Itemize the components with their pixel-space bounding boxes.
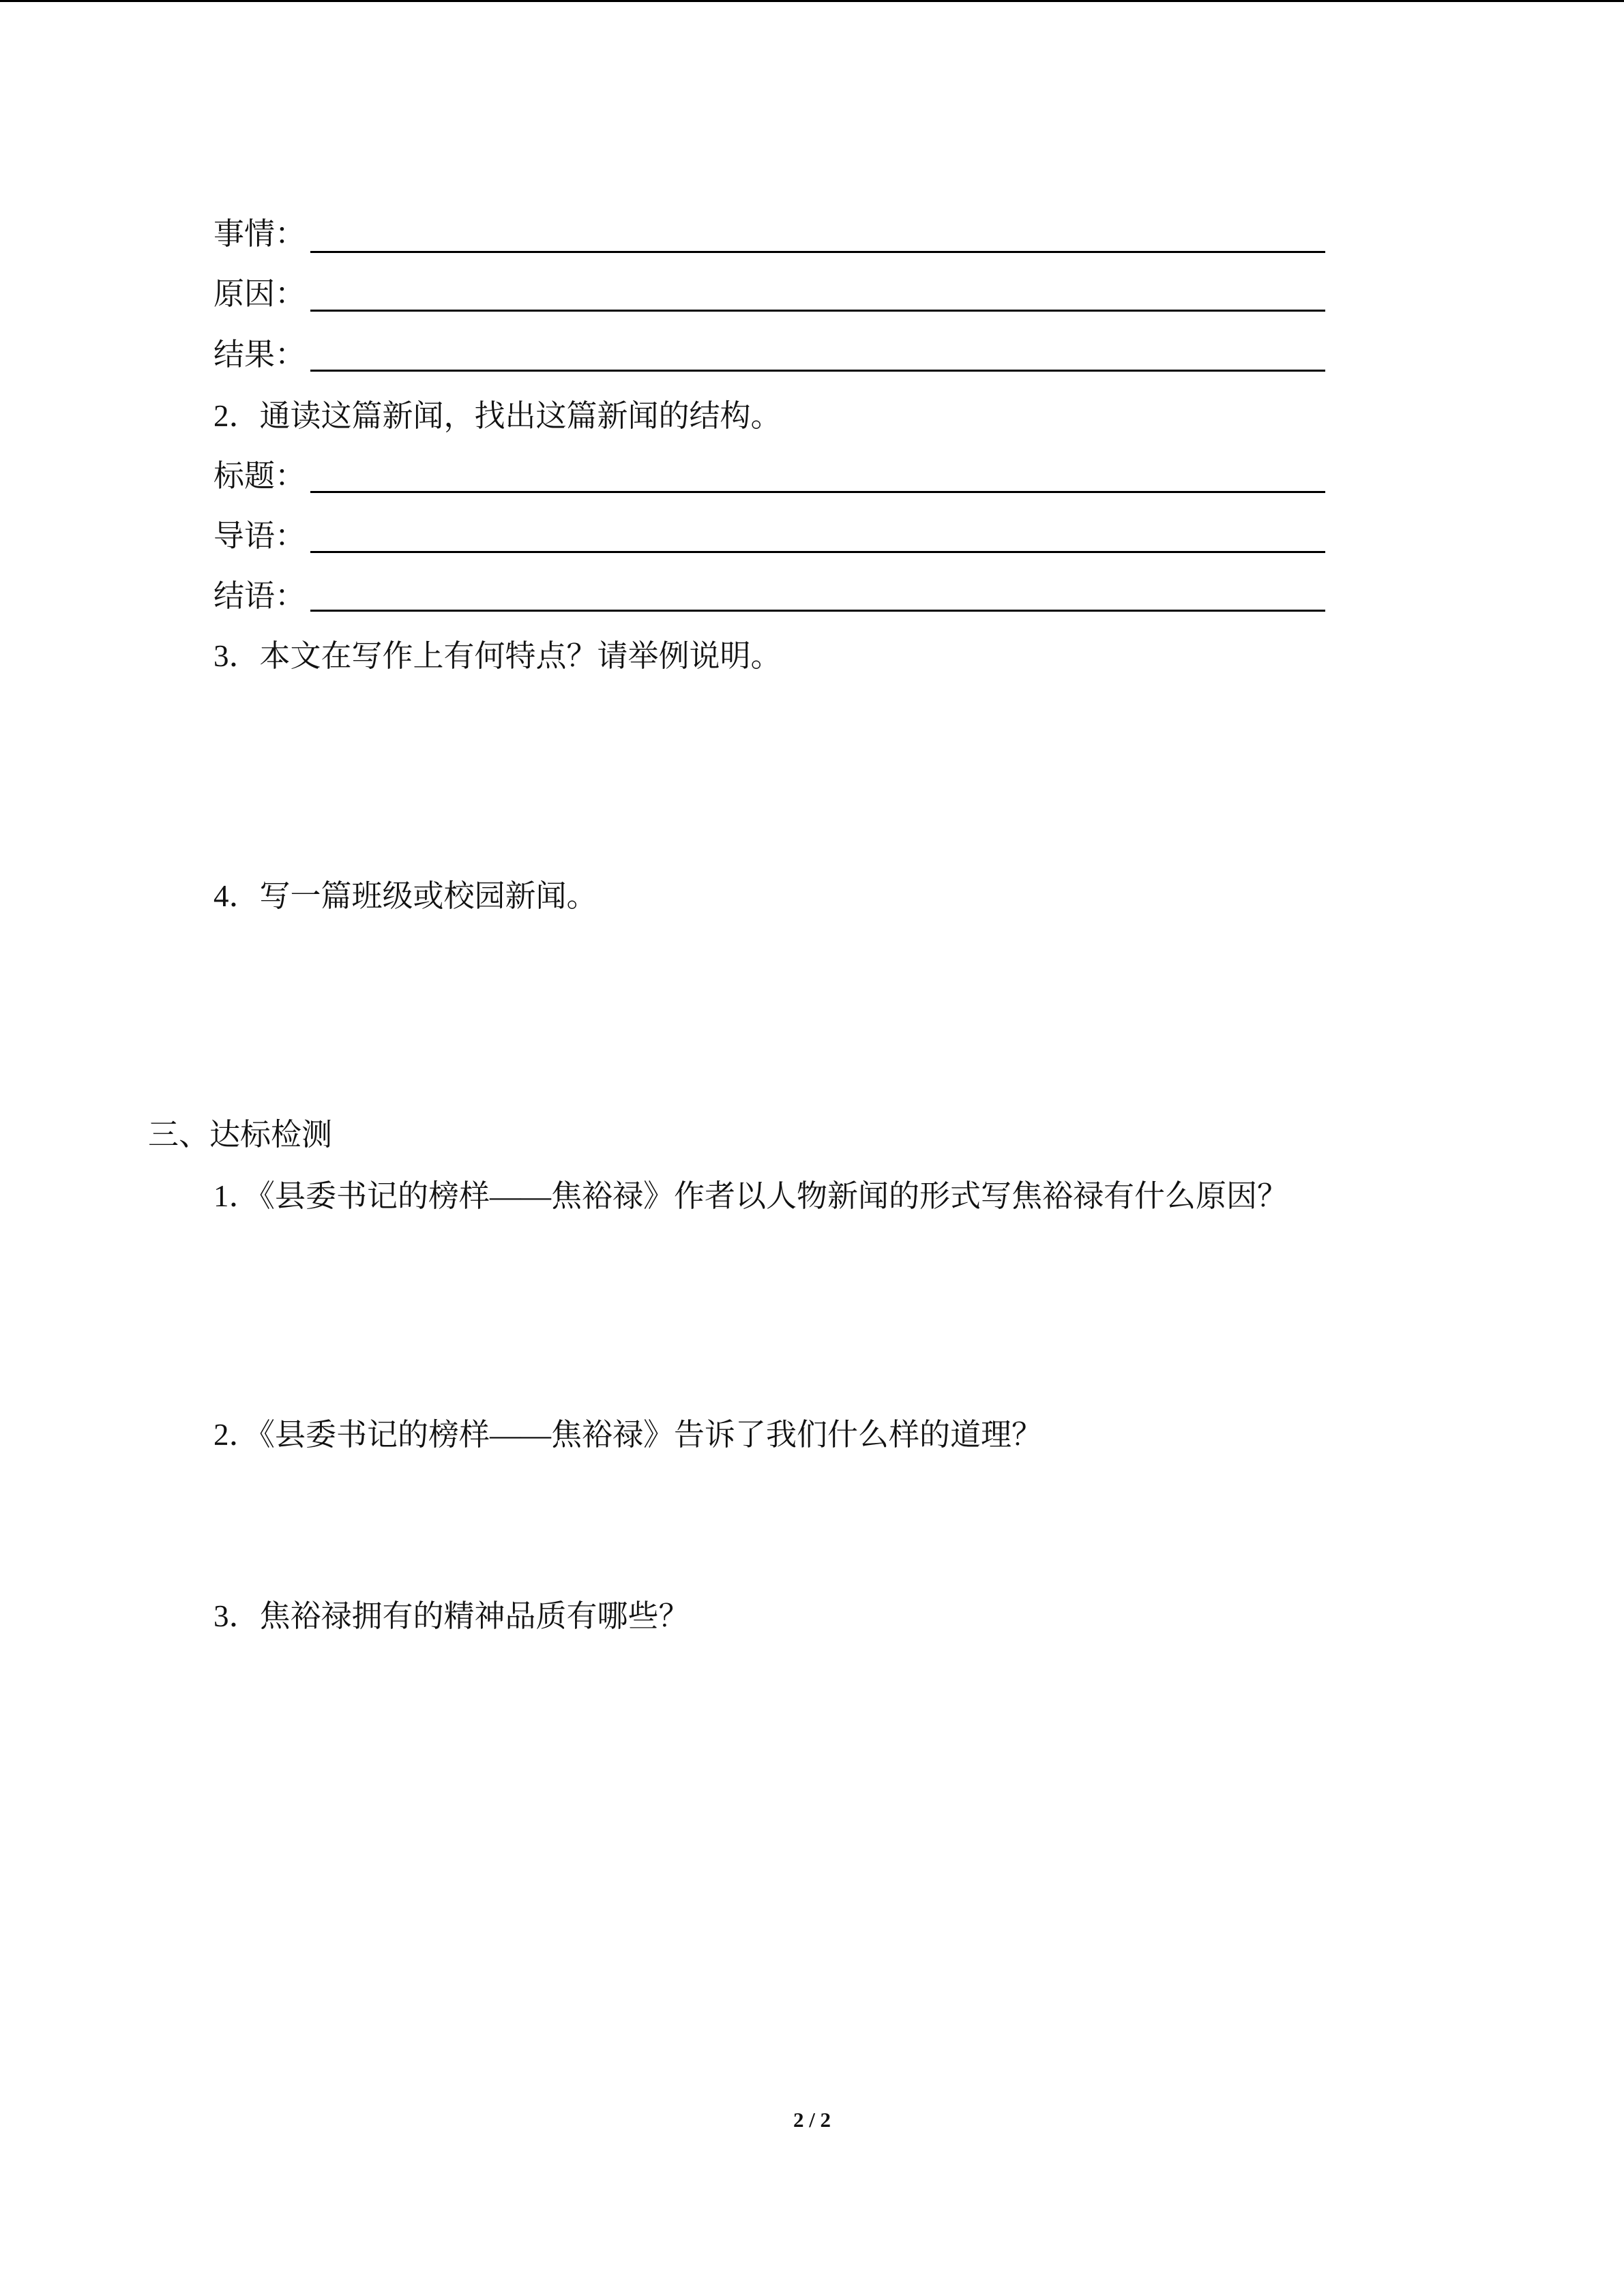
question-2-structure: 2．通读这篇新闻，找出这篇新闻的结构。	[213, 399, 782, 433]
fill-label-event: 事情：	[213, 217, 306, 251]
page-number: 2 / 2	[793, 2108, 831, 2132]
fill-label-lead: 导语：	[213, 519, 306, 553]
answer-line-lead	[310, 551, 1325, 553]
fill-label-cause: 原因：	[213, 277, 306, 311]
page-top-border	[0, 0, 1624, 2]
answer-line-conclusion	[310, 610, 1325, 612]
question-4-write-news: 4．写一篇班级或校园新闻。	[213, 879, 597, 913]
question-3-writing-features: 3．本文在写作上有何特点？请举例说明。	[213, 639, 782, 673]
assessment-question-3: 3．焦裕禄拥有的精神品质有哪些？	[213, 1599, 690, 1633]
fill-label-title: 标题：	[213, 459, 306, 493]
answer-line-cause	[310, 310, 1325, 312]
section-heading-assessment: 三、达标检测	[148, 1118, 333, 1152]
assessment-question-2: 2．《县委书记的榜样——焦裕禄》告诉了我们什么样的道理？	[213, 1418, 1043, 1452]
fill-label-conclusion: 结语：	[213, 579, 306, 613]
assessment-question-1: 1．《县委书记的榜样——焦裕禄》作者以人物新闻的形式写焦裕禄有什么原因？	[213, 1179, 1288, 1213]
fill-label-result: 结果：	[213, 338, 306, 372]
answer-line-title	[310, 491, 1325, 493]
answer-line-result	[310, 370, 1325, 372]
answer-line-event	[310, 251, 1325, 253]
